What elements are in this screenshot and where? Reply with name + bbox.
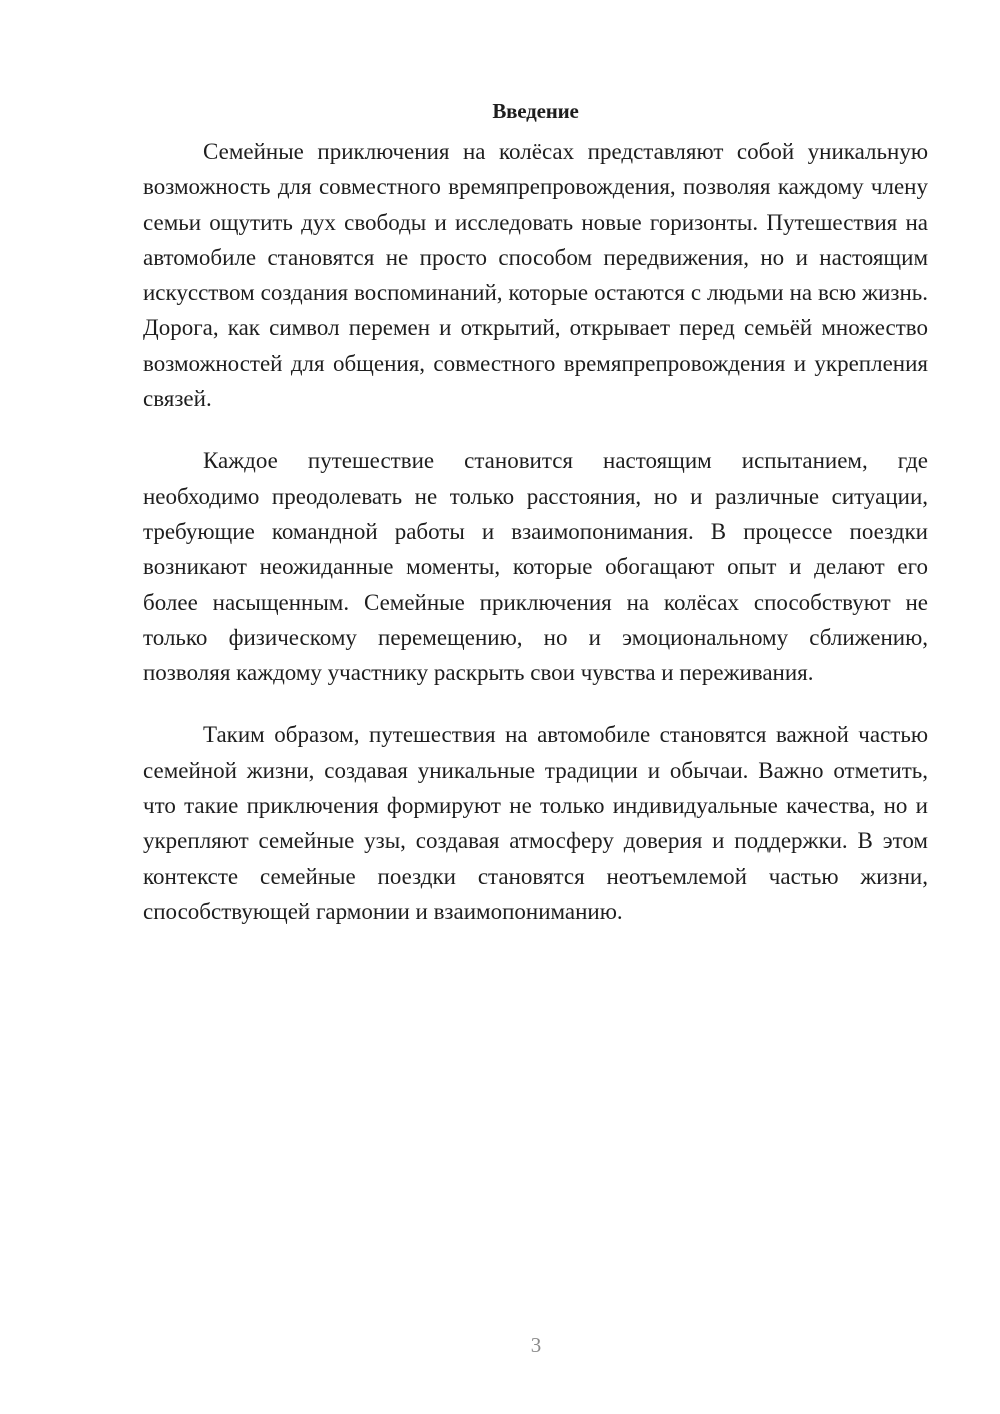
page-number: 3 — [530, 1333, 542, 1357]
paragraph-1: Семейные приключения на колёсах представляют собой уникальную возможность для совместного времяпрепровождения, позволяя каждому члену семьи ощутить дух свободы и исследовать новые горизонты. Путешествия на автомобиле становятся не просто способом передвижения, но и настоящим искусством создания воспоминаний, которые остаются с людьми на всю жизнь. Дорога, как символ перемен и открытий, открывает перед семьёй множество возможностей для общения, совместного времяпрепровождения и укрепления связей. — [143, 139, 928, 412]
paragraph-2: Каждое путешествие становится настоящим испытанием, где необходимо преодолевать не только расстояния, но и различные ситуации, требующие командной работы и взаимопонимания. В процессе поездки возникают неожиданные моменты, которые обогащают опыт и делают его более насыщенным. Семейные приключения на колёсах способствуют не только физическому перемещению, но и эмоциональному сближению, позволяя каждому участнику раскрыть свои чувства и переживания. — [143, 448, 928, 686]
page-content — [143, 96, 928, 929]
page-title: Введение — [492, 99, 579, 123]
paragraph-3: Таким образом, путешествия на автомобиле становятся важной частью семейной жизни, создавая уникальные традиции и обычаи. Важно отметить, что такие приключения формируют не только индивидуальные качества, но и укрепляют семейные узы, создавая атмосферу доверия и поддержки. В этом контексте семейные поездки становятся неотъемлемой частью жизни, способствующей гармонии и взаимопониманию. — [143, 722, 928, 924]
